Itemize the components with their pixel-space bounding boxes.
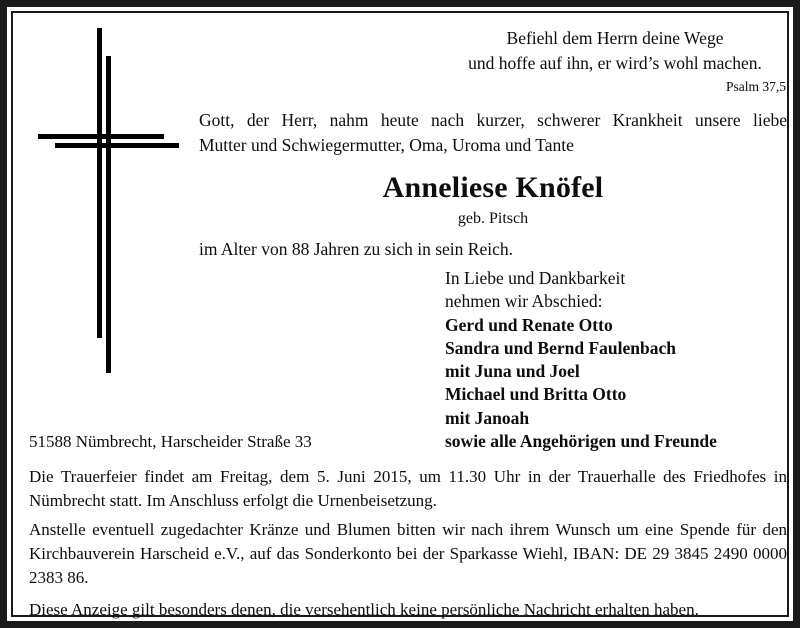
survivor-name: mit Juna und Joel (445, 361, 580, 382)
mourners-intro-line-1: In Liebe und Dankbarkeit (445, 268, 626, 288)
cross-crossbar-upper (38, 134, 164, 139)
announcement-line-1: Gott, der Herr, nahm heute nach kurzer, schwerer Krankheit unsere liebe (199, 110, 787, 130)
family-address: 51588 Nümbrecht, Harscheider Straße 33 (29, 432, 312, 451)
ceremony-details: Die Trauerfeier findet am Freitag, dem 5. Juni 2015, um 11.30 Uhr in der Trauerhalle des Friedhofes in Nümbrecht statt. Im Anschluss erfolgt die Urnenbeisetzung. (29, 467, 787, 511)
bible-verse (443, 26, 787, 96)
cross-crossbar-lower (55, 143, 179, 148)
survivor-name: Gerd und Renate Otto (445, 314, 613, 335)
deceased-name: Anneliese Knöfel (382, 171, 604, 204)
verse-line-1: Befiehl dem Herrn deine Wege (506, 28, 724, 48)
closing-notice: Diese Anzeige gilt besonders denen, die versehentlich keine persönliche Nachricht erhalten haben. (29, 600, 699, 619)
announcement-line-2: Mutter und Schwiegermutter, Oma, Uroma und Tante (199, 135, 574, 156)
christian-cross-icon (21, 15, 201, 395)
verse-line-2: und hoffe auf ihn, er wird’s wohl machen. (468, 52, 762, 73)
cross-vertical-left (97, 28, 102, 338)
deceased-name-block (199, 171, 787, 229)
cross-vertical-right (106, 56, 111, 373)
survivor-name: mit Janoah (445, 407, 530, 428)
announcement-text (199, 108, 787, 158)
verse-reference: Psalm 37,5 (725, 78, 786, 94)
deceased-age-line: im Alter von 88 Jahren zu sich in sein Reich. (199, 239, 513, 259)
mourners-intro-line-2: nehmen wir Abschied: (445, 291, 603, 312)
survivor-name: Michael und Britta Otto (445, 384, 627, 405)
notice-content (13, 13, 787, 619)
deceased-maiden-name: geb. Pitsch (457, 209, 529, 227)
survivor-name: Sandra und Bernd Faulenbach (445, 337, 676, 358)
donation-request: Anstelle eventuell zugedachter Kränze und Blumen bitten wir nach ihrem Wunsch um eine Spende für den Kirchbauverein Harscheid e.V., auf das Sonderkonto bei der Sparkasse Wiehl, IBAN: DE 29 3845 2490 0000 2383 86. (29, 520, 787, 588)
mourners-block (445, 267, 787, 453)
survivor-name: sowie alle Angehörigen und Freunde (445, 430, 717, 451)
